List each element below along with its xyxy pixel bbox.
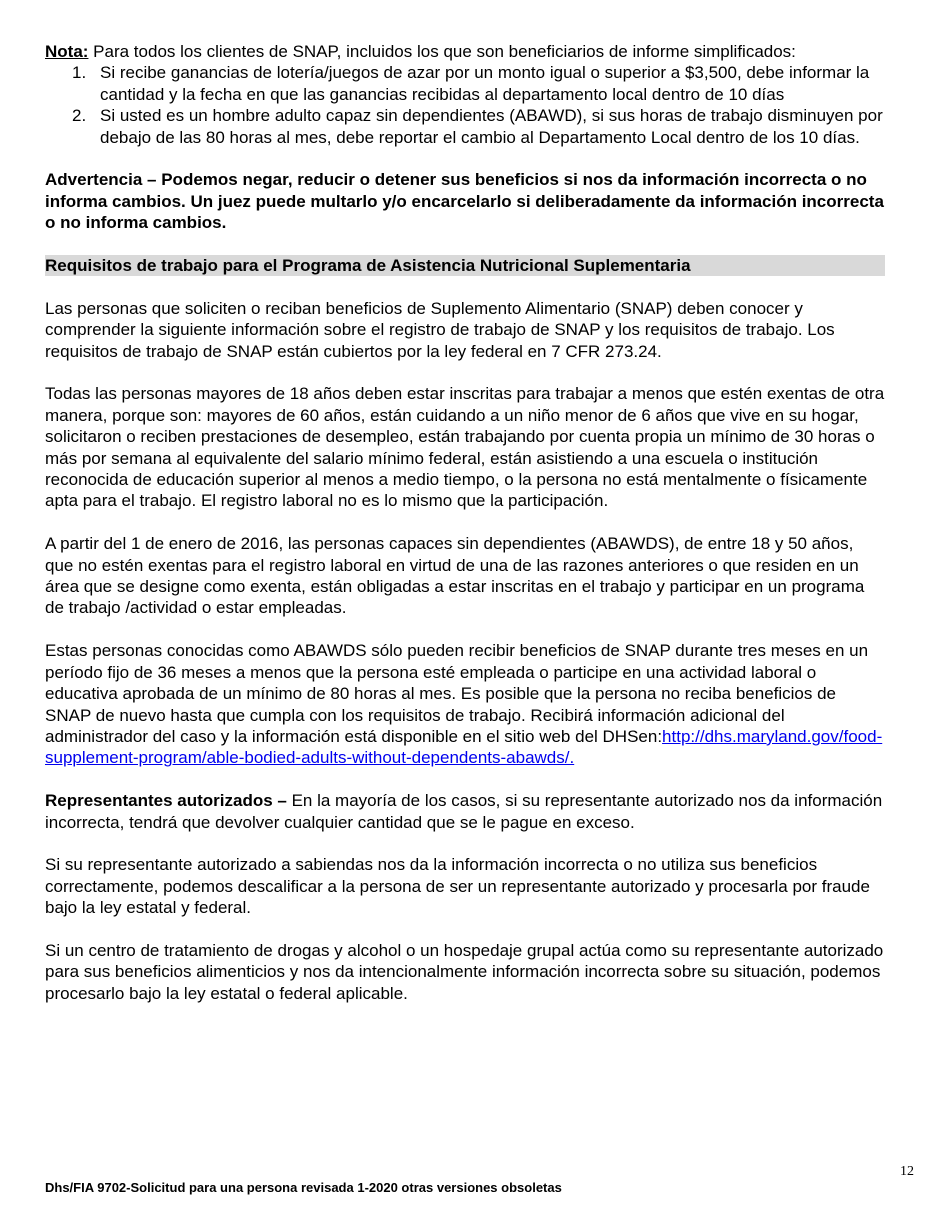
note-list <box>45 62 885 148</box>
list-item-text: Si usted es un hombre adulto capaz sin dependientes (ABAWD), si sus horas de trabajo disminuyen por debajo de las 80 horas al mes, debe reportar el cambio al Departamento Local dentro de los 10 días. <box>100 106 883 147</box>
authorized-reps-label: Representantes autorizados – <box>45 791 287 811</box>
paragraph-registration: Todas las personas mayores de 18 años deben estar inscritas para trabajar a menos que estén exentas de otra manera, porque son: mayores de 60 años, están cuidando a un niño menor de 6 años que vive en su hogar, solicitaron o reciben prestaciones de desempleo, están trabajando por cuenta propia un mínimo de 30 horas o más por semana al equivalente del salario mínimo federal, están asistiendo a una escuela o institución reconocida de educación superior al menos a medio tiempo, o la persona no está mentalmente o físicamente apta para el trabajo. El registro laboral no es lo mismo que la participación. <box>45 384 885 511</box>
form-footer: Dhs/FIA 9702-Solicitud para una persona revisada 1-2020 otras versiones obsoletas <box>45 1180 562 1195</box>
paragraph-authorized-reps <box>45 790 885 833</box>
page-number: 12 <box>900 1164 914 1179</box>
paragraph-abawds-limits <box>45 640 885 768</box>
section-heading: Requisitos de trabajo para el Programa de Asistencia Nutricional Suplementaria <box>45 255 885 276</box>
paragraph-abawds-limits-text: Estas personas conocidas como ABAWDS sólo pueden recibir beneficios de SNAP durante tres meses en un período fijo de 36 meses a menos que la persona esté empleada o participe en una actividad laboral o educativa aprobada de un mínimo de 80 horas al mes. Es posible que la persona no reciba beneficios de SNAP de nuevo hasta que cumpla con los requisitos de trabajo. Recibirá información adicional del administrador del caso y la información está disponible en el sitio web del DHSen: <box>45 641 869 746</box>
note-intro <box>45 41 885 62</box>
paragraph-treatment-center: Si un centro de tratamiento de drogas y alcohol o un hospedaje grupal actúa como su representante autorizado para sus beneficios alimenticios y nos da intencionalmente información incorrecta sobre su situación, podemos procesarlo bajo la ley estatal o federal aplicable. <box>45 940 884 1003</box>
list-item <box>45 62 885 105</box>
list-number: 1. <box>72 63 87 83</box>
document-body <box>45 41 885 1004</box>
paragraph-abawds: A partir del 1 de enero de 2016, las personas capaces sin dependientes (ABAWDS), de entre 18 y 50 años, que no estén exentas para el registro laboral en virtud de una de las razones anteriores o que residen en un área que se designe como exenta, están obligadas a estar inscritas en el trabajo y participar en un programa de trabajo /actividad o estar empleadas. <box>45 534 865 618</box>
dhs-website-link[interactable]: http://dhs.maryland.gov/food-supplement-program/able-bodied-adults-without-dependents-abawds/. <box>45 726 883 768</box>
paragraph-snap-intro: Las personas que soliciten o reciban beneficios de Suplemento Alimentario (SNAP) deben conocer y comprender la siguiente información sobre el registro de trabajo de SNAP y los requisitos de trabajo. Los requisitos de trabajo de SNAP están cubiertos por la ley federal en 7 CFR 273.24. <box>45 298 835 361</box>
note-label: Nota: <box>45 42 89 61</box>
list-item-text: Si recibe ganancias de lotería/juegos de azar por un monto igual o superior a $3,500, debe informar la cantidad y la fecha en que las ganancias recibidas al departamento local dentro de 10 días <box>100 63 870 104</box>
list-item <box>45 105 885 148</box>
authorized-reps-text: En la mayoría de los casos, si su representante autorizado nos da información incorrecta, tendrá que devolver cualquier cantidad que se le pague en exceso. <box>45 791 883 832</box>
warning-paragraph: Advertencia – Podemos negar, reducir o detener sus beneficios si nos da información incorrecta o no informa cambios. Un juez puede multarlo y/o encarcelarlo si deliberadamente da información incorrecta o no informa cambios. <box>45 170 884 233</box>
note-intro-text: Para todos los clientes de SNAP, incluidos los que son beneficiarios de informe simplificados: <box>88 42 796 61</box>
paragraph-rep-fraud: Si su representante autorizado a sabiendas nos da la información incorrecta o no utiliza sus beneficios correctamente, podemos descalificar a la persona de ser un representante autorizado y procesarla por fraude bajo la ley estatal y federal. <box>45 855 870 918</box>
list-number: 2. <box>72 106 87 126</box>
